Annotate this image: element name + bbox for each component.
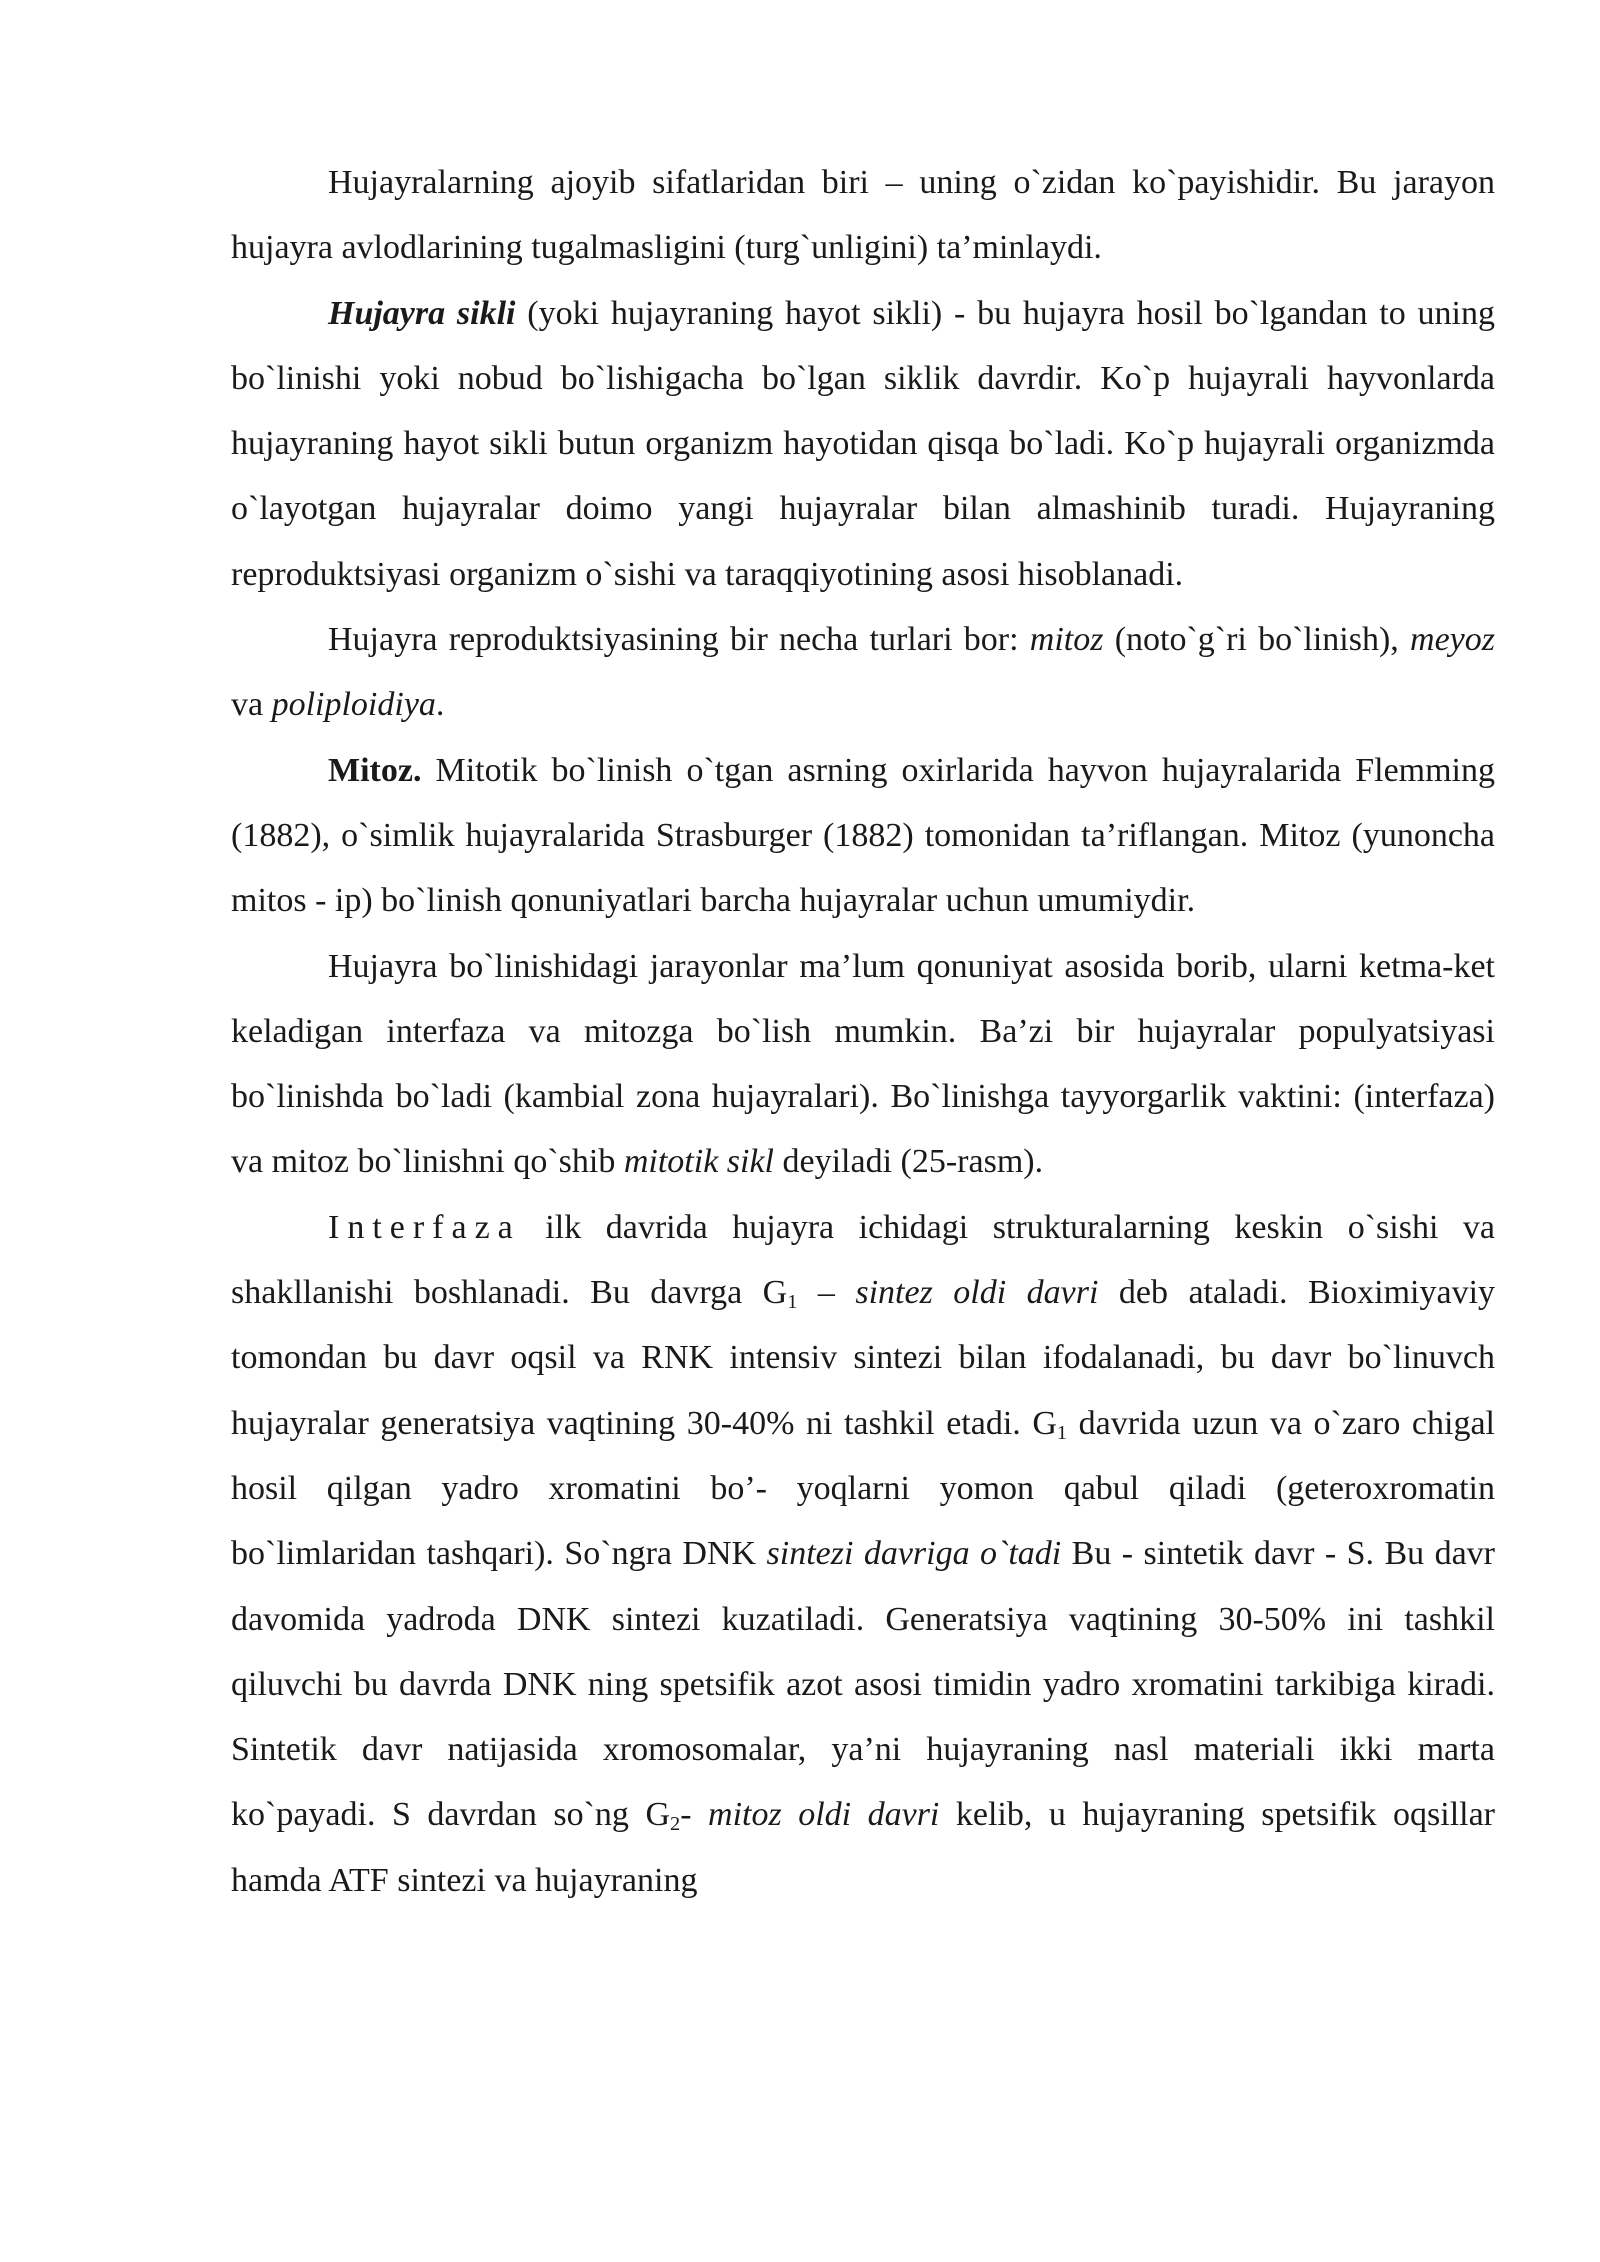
text-segment: Bu - sintetik davr - S. Bu davr davomida yadroda DNK sintezi kuzatiladi. Generatsiya vaqtining 30-50% ini tashkil qiluvchi bu davrda DNK ning spetsifik azot asosi timidin yadro xromatini tarkibiga kiradi. Sintetik davr natijasida xromosomalar, ya’ni hujayraning nasl materiali ikki marta ko`payadi. S davrdan so`ng G xyxy=(231,1535,1495,1834)
subscript: 1 xyxy=(1056,1421,1068,1444)
paragraph-text: Hujayralarning ajoyib sifatlaridan biri – uning o`zidan ko`payishidir. Bu jarayon hujayra avlodlarining tugalmasligini (turg`unligini) ta’minlaydi. xyxy=(231,164,1495,267)
text-segment: va xyxy=(231,686,272,724)
text-segment: (noto`g`ri bo`linish), xyxy=(1103,621,1411,659)
text-segment: kelib, u hujayraning spetsifik oqsillar hamda ATF sintezi va hujayraning xyxy=(231,1796,1495,1899)
paragraph-reproduction-intro xyxy=(231,150,1495,281)
paragraph-text: Mitotik bo`linish o`tgan asrning oxirlarida hayvon hujayralarida Flemming (1882), o`simlik hujayralarida Strasburger (1882) tomonidan ta’riflangan. Mitoz (yunoncha mitos - ip) bo`linish qonuniyatlari barcha hujayralar uchun umumiydir. xyxy=(231,751,1495,920)
term-premitotic-period: mitoz oldi davri xyxy=(708,1796,940,1834)
subscript: 1 xyxy=(787,1291,798,1314)
text-segment: – xyxy=(797,1274,856,1312)
subscript: 2 xyxy=(670,1813,681,1836)
paragraph-cell-division xyxy=(231,934,1495,1195)
paragraph-text: (yoki hujayraning hayot sikli) - bu hujayra hosil bo`lgandan to uning bo`linishi yoki nobud bo`lishigacha bo`lgan siklik davrdir. Ko`p hujayrali hayvonlarda hujayraning hayot sikli butun organizm hayotidan qisqa bo`ladi. Ko`p hujayrali organizmda o`layotgan hujayralar doimo yangi hujayralar bilan almashinib turadi. Hujayraning reproduktsiyasi organizm o`sishi va taraqqiyotining asosi hisoblanadi. xyxy=(231,294,1495,593)
text-segment: Hujayra bo`linishidagi jarayonlar ma’lum qonuniyat asosida borib, ularni ketma-ket keladigan interfaza va mitozga bo`lish mumkin. Ba’zi bir hujayralar populyatsiyasi bo`linishda bo`ladi (kambial zona hujayralari). Bo`linishga tayyorgarlik vaktini: (interfaza) va mitoz bo`linishni qo`shib xyxy=(231,947,1495,1181)
text-segment: davrida uzun va o`zaro chigal hosil qilgan yadro xromatini bo’- yoqlarni yomon qabul qiladi (geteroxromatin bo`limlaridan tashqari). So`ngra DNK xyxy=(231,1404,1495,1573)
term-synthesis-period: sintezi davriga o`tadi xyxy=(766,1535,1062,1573)
term-presynthetic-period: sintez oldi davri xyxy=(855,1274,1099,1312)
term-cell-cycle: Hujayra sikli xyxy=(328,294,516,332)
term-mitosis-heading: Mitoz. xyxy=(328,751,422,789)
text-segment: ilk davrida hujayra ichidagi strukturalarning keskin o`sishi va shakllanishi boshlanadi. Bu davrga G xyxy=(231,1208,1495,1312)
paragraph-cell-cycle xyxy=(231,281,1495,607)
text-segment: deb ataladi. Bioximiyaviy tomondan bu davr oqsil va RNK intensiv sintezi bilan ifodalanadi, bu davr bo`linuvch hujayralar generatsiya vaqtining 30-40% ni tashkil etadi. G xyxy=(231,1274,1496,1442)
paragraph-mitosis xyxy=(231,738,1495,934)
term-meyoz: meyoz xyxy=(1410,621,1495,659)
text-segment: Hujayra reproduktsiyasining bir necha turlari bor: xyxy=(328,621,1030,659)
text-segment: - xyxy=(680,1796,709,1834)
paragraph-interphase xyxy=(231,1195,1495,1913)
document-page xyxy=(231,150,1495,1913)
term-mitoz: mitoz xyxy=(1029,621,1104,659)
term-poliploidiya: poliploidiya xyxy=(271,686,436,724)
term-mitotic-cycle: mitotik sikl xyxy=(623,1143,775,1181)
paragraph-reproduction-types xyxy=(231,607,1495,738)
text-segment: . xyxy=(435,686,445,724)
text-segment: deyiladi (25-rasm). xyxy=(774,1143,1044,1181)
term-interphase: Interfaza xyxy=(328,1208,521,1246)
